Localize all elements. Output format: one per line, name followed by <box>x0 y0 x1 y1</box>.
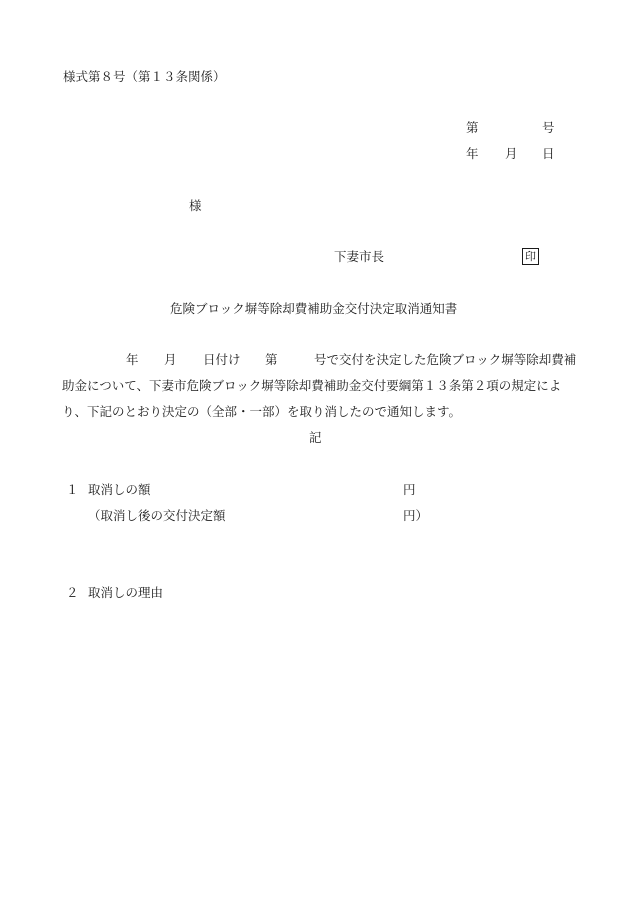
body-line-2: 助金について、下妻市危険ブロック塀等除却費補助金交付要綱第１３条第２項の規定によ <box>62 378 562 393</box>
item-1-sub-label: （取消し後の交付決定額 <box>88 508 226 523</box>
form-label: 様式第８号（第１３条関係） <box>63 69 226 84</box>
body-dated: 日付け <box>203 352 241 367</box>
recipient-honorific: 様 <box>189 198 202 213</box>
document-number-prefix: 第 <box>466 120 479 135</box>
document-title: 危険ブロック塀等除却費補助金交付決定取消通知書 <box>170 301 458 316</box>
item-1-label: 取消しの額 <box>88 482 151 497</box>
body-dai: 第 <box>265 352 278 367</box>
document-number-suffix: 号 <box>542 120 555 135</box>
seal-mark: 印 <box>522 248 539 265</box>
date-year: 年 <box>466 146 479 161</box>
item-1-number: １ <box>66 482 79 497</box>
item-1-unit: 円 <box>403 482 416 497</box>
ki-mark: 記 <box>309 430 322 445</box>
body-line-3: り、下記のとおり決定の（全部・一部）を取り消したので通知します。 <box>62 404 462 419</box>
body-line1-rest: 号で交付を決定した危険ブロック塀等除却費補 <box>314 352 577 367</box>
body-month: 月 <box>164 352 177 367</box>
item-2-label: 取消しの理由 <box>88 585 164 600</box>
item-1-sub-unit: 円） <box>403 508 429 523</box>
item-2-number: ２ <box>66 585 79 600</box>
body-year: 年 <box>126 352 139 367</box>
date-month: 月 <box>505 146 518 161</box>
date-day: 日 <box>542 146 555 161</box>
issuer-name: 下妻市長 <box>334 249 385 264</box>
